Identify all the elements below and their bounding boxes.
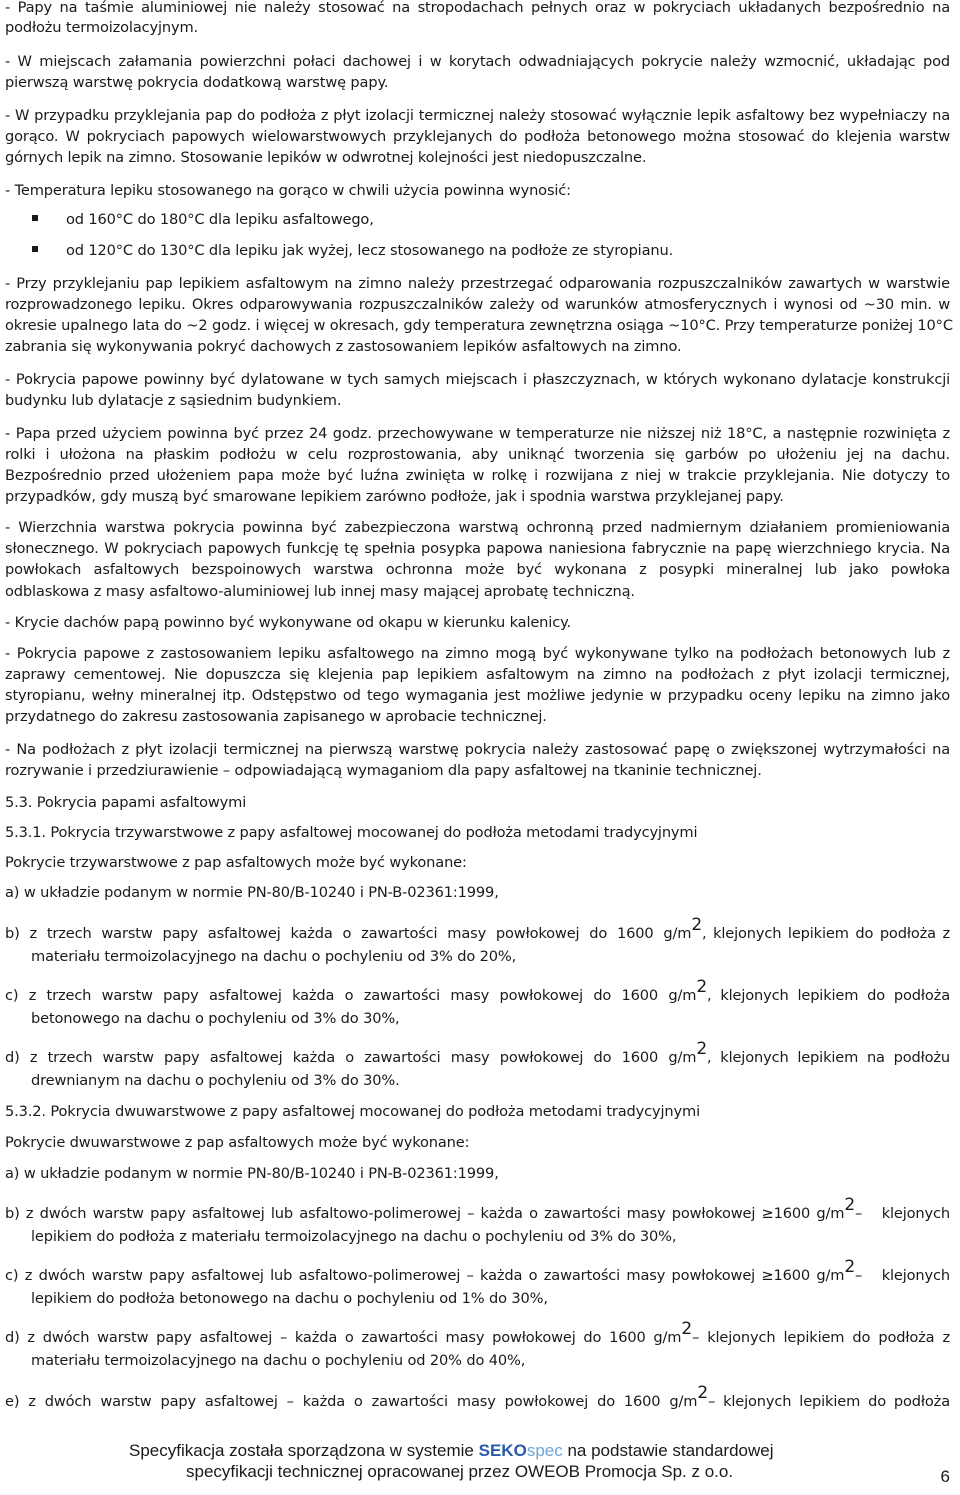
subsection-heading: 5.3.1. Pokrycia trzywarstwowe z papy asfaltowej mocowanej do podłoża metodami tradycyjnymi — [5, 824, 698, 841]
list-item — [5, 977, 950, 1006]
text-line: - Papy na taśmie aluminiowej nie należy stosować na stropodachach pełnych oraz w pokryciach układanych bezpośrednio na — [5, 0, 950, 16]
text-line: zabrania się wykonywania pokryć dachowych z zastosowaniem lepików asfaltowych na zimno. — [5, 338, 682, 355]
list-item: od 160°C do 180°C dla lepiku asfaltowego, — [66, 211, 374, 228]
text-line: słonecznego. W pokryciach papowych funkcję tę spełnia posypka papowa naniesiona fabrycznie na papę wierzchniego krycia. Na — [5, 540, 950, 557]
bullet-marker — [32, 246, 38, 252]
superscript: 2 — [844, 1257, 855, 1277]
text-line: górnych lepik na zimno. Stosowanie lepików w odwrotnej kolejności jest niedopuszczalne. — [5, 149, 647, 166]
list-item-text: – klejonych lepikiem do podłoża z — [692, 1329, 950, 1346]
list-item-text: d) z trzech warstw papy asfaltowej każda o zawartości masy powłokowej do 1600 g/m — [5, 1049, 697, 1066]
superscript: 2 — [696, 1039, 707, 1059]
list-item-text: – klejonych lepikiem do podłoża — [708, 1393, 950, 1410]
superscript: 2 — [681, 1319, 692, 1339]
superscript: 2 — [696, 977, 707, 997]
text-line: rozprowadzonego lepiku. Okres odparowywania rozpuszczalników zależy od warunków atmosferycznych i wynosi od ~30 min. w — [5, 296, 950, 313]
text-line: gorąco. W pokryciach papowych wielowarstwowych przyklejanych do podłoża betonowego można stosować do klejenia warstw — [5, 128, 950, 145]
text-line: - Przy przyklejaniu pap lepikiem asfaltowym na zimno należy przestrzegać odparowania rozpuszczalników zawartych w warstwie — [5, 275, 950, 292]
list-item-text: c) z dwóch warstw papy asfaltowej lub asfaltowo-polimerowej – każda o zawartości masy powłokowej ≥1600 g/m — [5, 1267, 845, 1284]
text-line: podłożu termoizolacyjnym. — [5, 19, 199, 36]
list-item-text: – klejonych — [855, 1205, 950, 1222]
brand-logo: SEKOspec — [478, 1441, 563, 1460]
superscript: 2 — [844, 1195, 855, 1215]
text-line: powłokach asfaltowych bezspoinowych warstwa ochronna może być wykonana z posypki mineralnej lub jako powłoka — [5, 561, 950, 578]
list-item: od 120°C do 130°C dla lepiku jak wyżej, lecz stosowanego na podłoże ze styropianu. — [66, 242, 674, 259]
text-line: rozrywanie i przedziurawienie – odpowiadającą wymaganiom dla papy asfaltowej na tkaninie technicznej. — [5, 762, 762, 779]
text-line: - W miejscach załamania powierzchni połaci dachowej i w korytach odwadniających pokrycie należy wzmocnić, układając pod — [5, 53, 950, 70]
page-number: 6 — [940, 1467, 950, 1486]
text-line: materiału termoizolacyjnego na dachu o pochyleniu od 3% do 20%, — [31, 948, 517, 965]
text-line: styropianu, wełny mineralnej itp. Odstępstwo od tego wymagania jest możliwe jedynie w przypadku oceny lepiku na zimno jako — [5, 687, 950, 704]
list-item — [5, 1257, 950, 1286]
text-line: Bezpośrednio przed ułożeniem papa może być luźna zwinięta w rolkę i rozwijana z niej w trakcie przyklejania. Nie dotyczy to — [5, 467, 950, 484]
text-line: odblaskowa z masy asfaltowo-aluminiowej lub innej masy mającej aprobatę techniczną. — [5, 583, 635, 600]
list-item — [5, 1039, 950, 1068]
subsection-heading: 5.3.2. Pokrycia dwuwarstwowe z papy asfaltowej mocowanej do podłoża metodami tradycyjnymi — [5, 1103, 700, 1120]
list-item-text: , klejonych lepikiem na podłożu — [707, 1049, 950, 1066]
text-line: rolki i ułożona na płaskim podłożu w celu rozprostowania, aby uniknąć tworzenia się garbów po ułożeniu jej na dachu. — [5, 446, 950, 463]
list-item — [5, 1319, 950, 1348]
footer-line: specyfikacji technicznej opracowanej przez OWEOB Promocja Sp. z o.o. — [186, 1462, 734, 1481]
list-item-text: b) z trzech warstw papy asfaltowej każda o zawartości masy powłokowej do 1600 g/m — [5, 925, 692, 942]
text-line: - Wierzchnia warstwa pokrycia powinna być zabezpieczona warstwą ochronną przed nadmiernym działaniem promieniowania — [5, 519, 950, 536]
text-line: budynku lub dylatacje z sąsiednim budynkiem. — [5, 392, 342, 409]
list-item: a) w układzie podanym w normie PN-80/B-10240 i PN-B-02361:1999, — [5, 884, 499, 901]
list-item-text: b) z dwóch warstw papy asfaltowej lub asfaltowo-polimerowej – każda o zawartości masy powłokowej ≥1600 g/m — [5, 1205, 845, 1222]
text-line: drewnianym na dachu o pochyleniu od 3% do 30%. — [31, 1072, 400, 1089]
text-line: - W przypadku przyklejania pap do podłoża z płyt izolacji termicznej należy stosować wyłącznie lepik asfaltowy bez wypełniaczy na — [5, 107, 950, 124]
text-line: - Pokrycia papowe powinny być dylatowane w tych samych miejscach i płaszczyznach, w których wykonano dylatacje konstrukcji — [5, 371, 950, 388]
text-line: - Temperatura lepiku stosowanego na gorąco w chwili użycia powinna wynosić: — [5, 182, 571, 199]
text-line: - Na podłożach z płyt izolacji termicznej na pierwszą warstwę pokrycia należy zastosować papę o zwiększonej wytrzymałości na — [5, 741, 950, 758]
text-line: betonowego na dachu o pochyleniu od 3% do 30%, — [31, 1010, 400, 1027]
text-line: przydatnego do zakresu zastosowania zapisanego w aprobacie technicznej. — [5, 708, 547, 725]
list-item-text: c) z trzech warstw papy asfaltowej każda o zawartości masy powłokowej do 1600 g/m — [5, 987, 697, 1004]
bullet-marker — [32, 215, 38, 221]
text-line: zaprawy cementowej. Nie dopuszcza się klejenia pap lepikiem asfaltowym na zimno na podłożach z płyt izolacji termicznej, — [5, 666, 950, 683]
section-heading: 5.3. Pokrycia papami asfaltowymi — [5, 794, 247, 811]
text-line: okresie upalnego lata do ~2 godz. i więcej w okresach, gdy temperatura zewnętrzna osiąga ~10°C. Przy temperaturze poniżej 10°C — [5, 317, 953, 334]
footer-text: Specyfikacja została sporządzona w systemie — [129, 1441, 474, 1460]
list-item: a) w układzie podanym w normie PN-80/B-10240 i PN-B-02361:1999, — [5, 1165, 499, 1182]
text-line: pierwszą warstwę pokrycia dodatkową warstwę papy. — [5, 74, 389, 91]
text-line: - Pokrycia papowe z zastosowaniem lepiku asfaltowego na zimno mogą być wykonywane tylko na podłożach betonowych lub z — [5, 645, 950, 662]
list-item-text: e) z dwóch warstw papy asfaltowej – każda o zawartości masy powłokowej do 1600 g/m — [5, 1393, 698, 1410]
superscript: 2 — [697, 1383, 708, 1403]
text-line: przypadków, gdy muszą być smarowane lepikiem zarówno podłoże, jak i spodnia warstwa przyklejanej papy. — [5, 488, 784, 505]
text-line: Pokrycie trzywarstwowe z pap asfaltowych może być wykonane: — [5, 854, 467, 871]
list-item — [5, 915, 950, 944]
text-line: - Papa przed użyciem powinna być przez 24 godz. przechowywane w temperaturze nie niższej niż 18°C, a następnie rozwinięta z — [5, 425, 950, 442]
list-item — [5, 1383, 950, 1412]
text-line: materiału termoizolacyjnego na dachu o pochyleniu od 20% do 40%, — [31, 1352, 526, 1369]
list-item-text: d) z dwóch warstw papy asfaltowej – każda o zawartości masy powłokowej do 1600 g/m — [5, 1329, 682, 1346]
text-line: lepikiem do podłoża betonowego na dachu o pochyleniu od 1% do 30%, — [31, 1290, 548, 1307]
footer-line — [129, 1441, 774, 1461]
text-line: Pokrycie dwuwarstwowe z pap asfaltowych może być wykonane: — [5, 1134, 470, 1151]
list-item-text: – klejonych — [855, 1267, 950, 1284]
list-item-text: , klejonych lepikiem do podłoża — [707, 987, 950, 1004]
list-item-text: , klejonych lepikiem do podłoża z — [702, 925, 950, 942]
list-item — [5, 1195, 950, 1224]
text-line: lepikiem do podłoża z materiału termoizolacyjnego na dachu o pochyleniu od 3% do 30%, — [31, 1228, 677, 1245]
footer-text: na podstawie standardowej — [567, 1441, 774, 1460]
superscript: 2 — [691, 915, 702, 935]
text-line: - Krycie dachów papą powinno być wykonywane od okapu w kierunku kalenicy. — [5, 614, 571, 631]
